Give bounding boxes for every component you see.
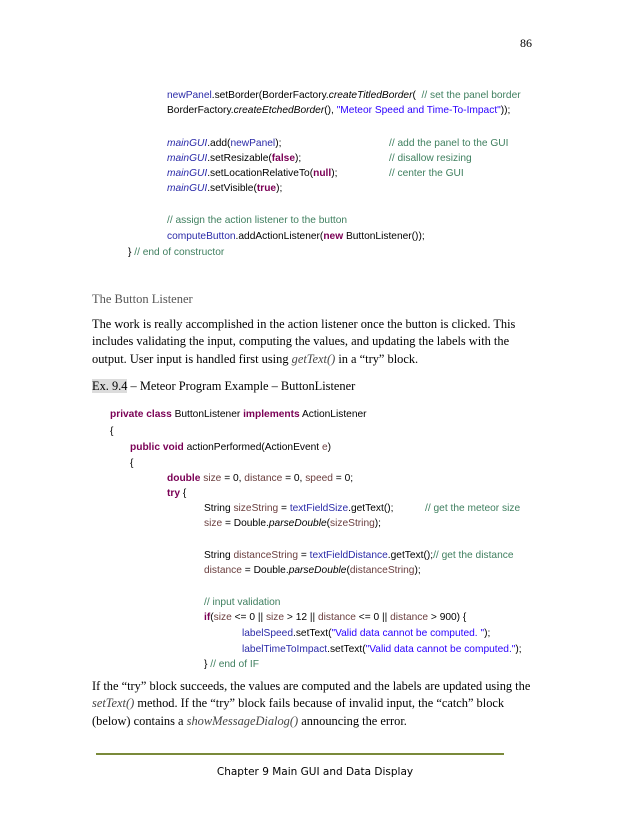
code-token: mainGUI: [167, 183, 208, 194]
code-token: (),: [324, 105, 337, 116]
paragraph-text: If the “try” block succeeds, the values are computed and the labels are updated using the: [92, 679, 531, 693]
code-comment: [389, 152, 472, 165]
code-token: distance: [317, 612, 356, 623]
code-token: = 0;: [332, 473, 354, 484]
code-token: e: [321, 442, 328, 453]
code-line: [167, 214, 347, 227]
code-token: // set the panel border: [421, 90, 521, 101]
code-token: .setText(: [292, 628, 332, 639]
code-token: false: [271, 153, 295, 164]
code-token: distance: [390, 612, 429, 623]
code-token: // disallow resizing: [389, 153, 472, 164]
code-line: [204, 502, 393, 515]
code-token: size: [265, 612, 285, 623]
code-line: [130, 457, 133, 470]
code-token: = 0,: [282, 473, 306, 484]
code-token: mainGUI: [167, 138, 208, 149]
example-title: – Meteor Program Example – ButtonListener: [127, 379, 356, 393]
code-token: sizeString: [330, 518, 375, 529]
code-line: [167, 152, 301, 165]
code-token: try: [167, 488, 181, 499]
code-token: .getText();: [348, 503, 394, 514]
paragraph: [92, 316, 542, 368]
code-token: createEtchedBorder: [233, 105, 325, 116]
code-token: );: [374, 518, 382, 529]
code-token: );: [414, 565, 421, 576]
code-token: textFieldDistance: [309, 550, 388, 561]
paragraph-text: in a “try” block.: [335, 351, 419, 366]
code-token: null: [313, 168, 332, 179]
code-token: );: [515, 644, 522, 655]
code-token: "Valid data cannot be computed. ": [331, 628, 485, 639]
code-token: );: [484, 628, 491, 639]
code-line: [110, 425, 113, 438]
code-token: // add the panel to the GUI: [389, 138, 509, 149]
code-token: = Double.: [241, 565, 289, 576]
code-token: }: [128, 247, 135, 258]
code-token: // get the meteor size: [425, 503, 521, 514]
code-token: = 0,: [221, 473, 245, 484]
paragraph: [92, 678, 542, 730]
code-token: }: [204, 659, 211, 670]
method-name: setText(): [92, 696, 135, 711]
method-name: getText(): [291, 351, 336, 366]
code-line: [204, 517, 381, 530]
code-token: =: [278, 503, 290, 514]
code-line: [167, 167, 337, 180]
code-token: private class: [110, 409, 172, 420]
code-token: ButtonListener());: [343, 231, 425, 242]
code-token: {: [130, 458, 134, 469]
code-token: size: [213, 612, 232, 623]
code-comment: [389, 137, 509, 150]
code-token: size: [203, 473, 222, 484]
code-token: mainGUI: [167, 168, 208, 179]
paragraph-text: The work is really accomplished in the action listener once the button is clicked. This includes validating the input, computing the values, and updating the labels with the output. User input is handled first using: [92, 317, 516, 366]
code-token: );: [331, 168, 338, 179]
code-line: [204, 549, 514, 562]
code-token: parseDouble: [288, 565, 347, 576]
code-token: public void: [130, 442, 184, 453]
code-token: createTitledBorder: [328, 90, 413, 101]
code-token: distanceString: [349, 565, 415, 576]
footer-chapter-title: Chapter 9 Main GUI and Data Display: [216, 766, 414, 778]
code-comment: [389, 167, 464, 180]
code-token: <= 0 ||: [231, 612, 266, 623]
code-token: .setLocationRelativeTo(: [207, 168, 314, 179]
code-token: .setBorder(BorderFactory.: [211, 90, 329, 101]
code-token: // input validation: [204, 597, 281, 608]
code-token: .setResizable(: [207, 153, 272, 164]
code-line: [167, 472, 353, 485]
code-token: // get the distance: [433, 550, 514, 561]
code-line: [130, 441, 331, 454]
code-token: true: [256, 183, 277, 194]
code-token: String: [204, 550, 234, 561]
method-name: showMessageDialog(): [186, 713, 299, 728]
code-token: distance: [204, 565, 242, 576]
code-token: speed: [305, 473, 333, 484]
code-line: [167, 182, 282, 195]
code-token: newPanel: [230, 138, 276, 149]
code-token: ): [327, 442, 332, 453]
code-token: computeButton: [167, 231, 236, 242]
code-token: (: [210, 612, 214, 623]
code-token: (: [346, 565, 350, 576]
code-line: [204, 564, 421, 577]
code-token: implements: [243, 409, 300, 420]
code-token: String: [204, 503, 234, 514]
code-token: = Double.: [222, 518, 269, 529]
code-token: BorderFactory.: [167, 105, 234, 116]
code-token: // end of constructor: [134, 247, 225, 258]
code-token: (: [326, 518, 331, 529]
code-line: [128, 246, 224, 259]
code-token: ActionListener: [299, 409, 367, 420]
code-token: {: [180, 488, 187, 499]
code-line: [242, 627, 490, 640]
example-caption: [92, 379, 355, 394]
code-token: );: [276, 183, 283, 194]
code-token: <= 0 ||: [355, 612, 391, 623]
code-token: .add(: [207, 138, 231, 149]
code-token: labelSpeed: [242, 628, 293, 639]
code-token: mainGUI: [167, 153, 208, 164]
code-token: if: [204, 612, 211, 623]
code-line: [204, 658, 259, 671]
code-token: "Meteor Speed and Time-To-Impact": [336, 105, 501, 116]
code-token: ));: [500, 105, 511, 116]
code-token: .setVisible(: [207, 183, 257, 194]
code-token: {: [110, 426, 114, 437]
code-line: [242, 643, 522, 656]
code-token: new: [323, 231, 344, 242]
code-token: > 900) {: [428, 612, 467, 623]
code-token: labelTimeToImpact: [242, 644, 328, 655]
code-line: [204, 611, 466, 624]
code-token: > 12 ||: [284, 612, 318, 623]
code-token: );: [275, 138, 282, 149]
code-token: );: [295, 153, 302, 164]
code-token: ButtonListener: [171, 409, 244, 420]
code-token: "Valid data cannot be computed.": [365, 644, 516, 655]
code-token: =: [298, 550, 310, 561]
paragraph-text: method. If the “try” block fails because of invalid input, the “catch” block (below) contains a: [92, 696, 505, 728]
code-token: .getText();: [387, 550, 434, 561]
paragraph-text: announcing the error.: [298, 713, 407, 728]
code-token: (: [412, 90, 422, 101]
code-line: [167, 230, 425, 243]
code-line: [110, 408, 367, 421]
code-token: size: [204, 518, 223, 529]
code-line: [167, 137, 281, 150]
code-token: // end of IF: [210, 659, 259, 670]
code-comment: [425, 502, 520, 515]
code-token: .setText(: [327, 644, 366, 655]
example-number: Ex. 9.4: [92, 379, 128, 393]
page-number: 86: [520, 36, 532, 50]
footer-divider: [96, 753, 504, 755]
code-token: textFieldSize: [289, 503, 349, 514]
code-line: [167, 104, 510, 117]
code-token: actionPerformed(ActionEvent: [183, 442, 322, 453]
code-token: sizeString: [233, 503, 279, 514]
code-token: distanceString: [233, 550, 299, 561]
code-token: // assign the action listener to the button: [167, 215, 348, 226]
code-token: newPanel: [167, 90, 212, 101]
code-line: [167, 89, 521, 102]
code-token: // center the GUI: [389, 168, 464, 179]
code-line: [204, 596, 280, 609]
code-token: distance: [244, 473, 283, 484]
code-token: double: [167, 473, 201, 484]
code-token: .addActionListener(: [235, 231, 324, 242]
code-line: [167, 487, 186, 500]
code-token: parseDouble: [268, 518, 327, 529]
section-heading: The Button Listener: [92, 292, 193, 306]
